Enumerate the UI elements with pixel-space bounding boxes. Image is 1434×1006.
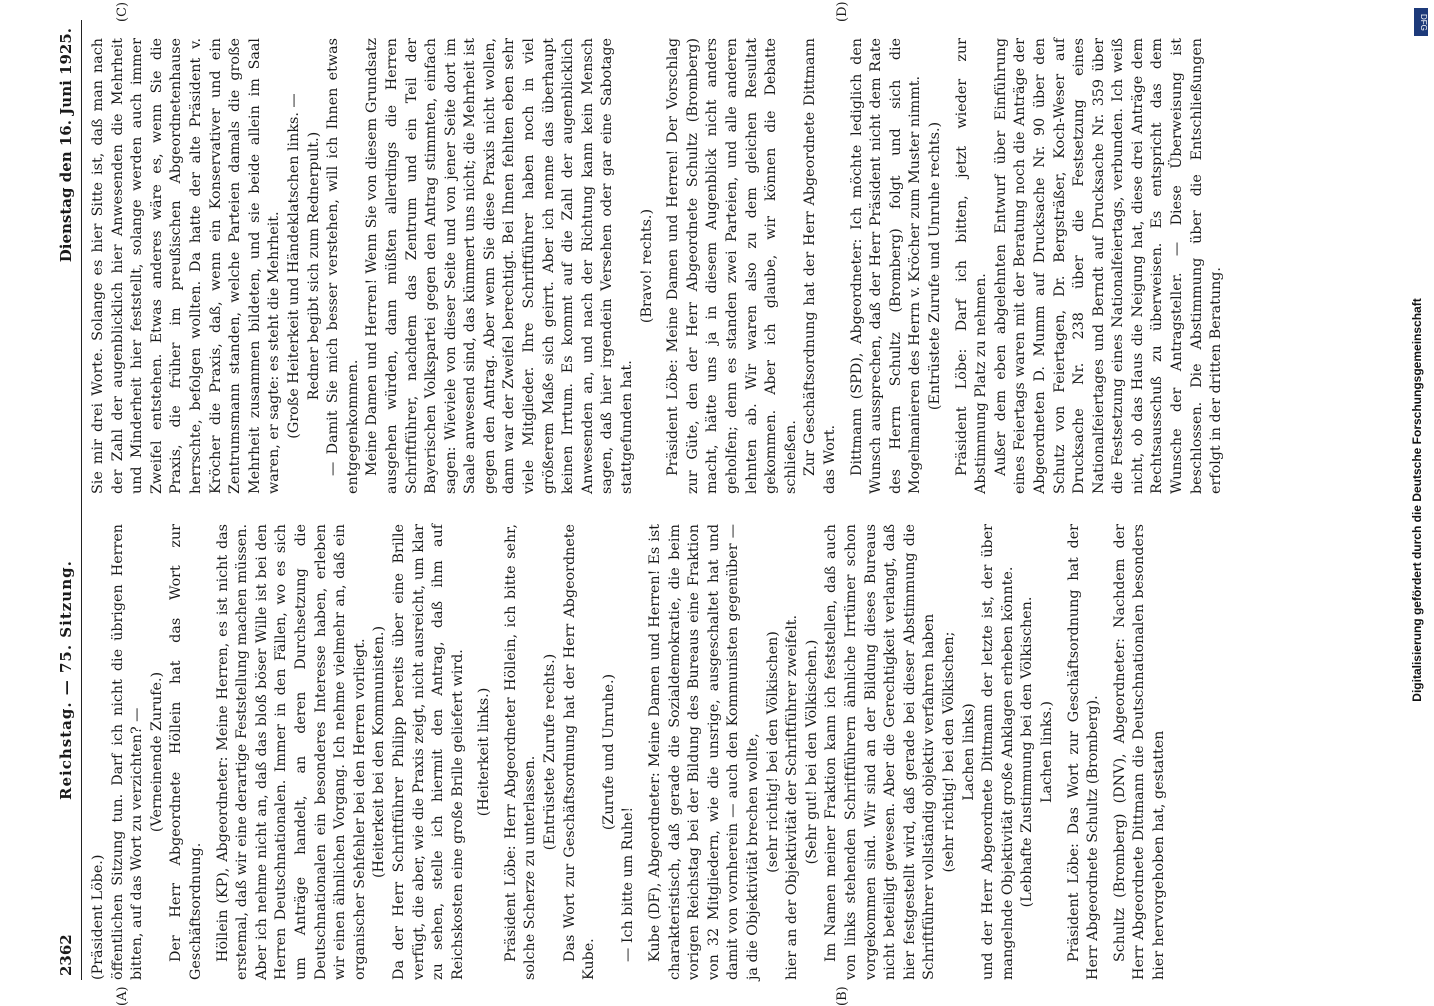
paragraph: Das Wort zur Geschäftsordnung hat der Herr Abgeordnete Kube. <box>561 524 598 980</box>
paragraph: Höllein (KP), Abgeordneter: Meine Herren, es ist nicht das erstemal, daß wir eine derartige Feststellung machen müssen. Aber ich nehme nicht an, daß das bloß böser Wille ist bei den Herren Deutschnationalen. Immer in den Fällen, wo es sich um Anträge handelt, an deren Durchsetzung die Deutschnationalen ein besonderes Interesse haben, erleben wir einen ähnlichen Vorgang. Ich nehme vielmehr an, daß ein organischer Sehfehler bei den Herren vorliegt. <box>214 524 368 980</box>
paragraph: Da der Herr Schriftführer Philipp bereits über eine Brille verfügt, die aber, wie die Praxis zeigt, nicht ausreicht, um klar zu sehen, stelle ich hiermit den Antrag, daß ihm auf Reichskosten eine große Brille geliefert wird. <box>390 524 466 980</box>
paragraph: (Verneinende Zurufe.) <box>148 671 165 833</box>
digitization-sidebar <box>1402 0 1432 1000</box>
header-right-date: Dienstag den 16. Juni 1925. <box>57 28 75 263</box>
scanned-page <box>10 1 1400 1006</box>
paragraph: Zur Geschäftsordnung hat der Herr Abgeordnete Dittmann das Wort. <box>802 38 838 494</box>
right-text-column <box>89 38 1227 494</box>
paragraph: Im Namen meiner Fraktion kann ich feststellen, daß auch von links stehenden Schriftführern ähnliche Irrtümer schon vorgekommen sind. Wir sind an der Bildung dieses Bureaus nicht beteiligt gewesen. Aber die Gerechtigkeit verlangt, daß hier festgestellt wird, daß gerade bei dieser Abstimmung die Schriftführer vollständig objektiv verfahren haben <box>823 524 938 980</box>
left-text-column <box>89 524 1169 980</box>
page-number: 2362 <box>57 934 75 976</box>
paragraph: Sie mir drei Worte. Solange es hier Sitte ist, daß man nach der Zahl der augenblicklich hier Anwesenden die Mehrheit und Minderheit hier feststellt, solange werden auch immer Zweifel entstehen. Etwas anderes wäre es, wenn Sie die Praxis, die früher im preußischen Abgeordnetenhause herrschte, befolgen wollten. Da hatte der alte Präsident v. Kröcher die Praxis, daß, wenn ein Konservativer und ein Zentrumsmann standen, welche Parteien damals die große Mehrheit zusammen bildeten, und sie beide allein im Saal waren, er sagte: es steht die Mehrheit. <box>90 38 283 494</box>
paragraph: (Entrüstete Zurufe rechts.) <box>542 653 559 851</box>
paragraph: Lachen links) <box>960 703 977 801</box>
paragraph: öffentlichen Sitzung tun. Darf ich nicht die übrigen Herren bitten, auf das Wort zu verzichten? — <box>109 524 146 980</box>
paragraph: Präsident Löbe: Herr Abgeordneter Höllein, ich bitte sehr, solche Scherze zu unterlassen. <box>502 524 539 980</box>
margin-mark-a: (A) <box>115 986 130 1006</box>
paragraph: Kube (DF), Abgeordneter: Meine Damen und Herren! Es ist charakteristisch, daß gerade die Sozialdemokratie, die beim vorigen Reichstag bei der Bildung des Bureaus eine Fraktion von 32 Mitgliedern, wie die unsrige, ausgeschaltet hat und damit von vornherein — auch den Kommunisten gegenüber — ja die Objektivität brechen wollte, <box>647 524 761 980</box>
paragraph: (Lebhafte Zustimmung bei den Völkischen. <box>1019 596 1036 908</box>
paragraph: und der Herr Abgeordnete Dittmann der letzte ist, der über mangelnde Objektivität große Anklagen erheben könnte. <box>980 524 1016 980</box>
paragraph: hier an der Objektivität der Schriftführer zweifelt. <box>784 614 801 980</box>
header-left-title: Reichstag. — 75. Sitzung. <box>57 560 75 800</box>
paragraph: (Sehr gut! bei den Völkischen.) <box>803 639 820 865</box>
paragraph: Präsident Löbe: Das Wort zur Geschäftsordnung hat der Herr Abgeordnete Schultz (Bromberg). <box>1065 524 1102 980</box>
paragraph: Präsident Löbe: Meine Damen und Herren! Der Vorschlag zur Güte, den der Herr Abgeordnete Schultz (Bromberg) macht, hätte uns ja in diesem Augenblick nicht anders geholfen; denn es standen zwei Parteien, und alle anderen lehnten ab. Wir waren also zu dem gleichen Resultat gekommen. Aber ich glaube, wir können die Debatte schließen. <box>665 38 799 494</box>
paragraph: — Damit Sie mich besser verstehen, will ich Ihnen etwas entgegenkommen. <box>325 38 361 494</box>
paragraph: Lachen links.) <box>1038 701 1055 803</box>
paragraph: Schultz (Bromberg) (DNV), Abgeordneter: Nachdem der Herr Abgeordnete Dittmann die Deutschnationalen besonders hier hervorgehoben hat, gestatten <box>1111 524 1167 980</box>
paragraph: (Präsident Löbe.) <box>90 854 106 980</box>
paragraph: Präsident Löbe: Darf ich bitten, jetzt wieder zur Abstimmung Platz zu nehmen. <box>953 38 990 494</box>
rotated-page <box>55 1 1355 1006</box>
paragraph: (sehr richtig! bei den Völkischen) <box>764 631 781 873</box>
paragraph: (Entrüstete Zurufe und Unruhe rechts.) <box>926 121 943 411</box>
margin-mark-c: (C) <box>115 1 130 22</box>
paragraph: Redner begibt sich zum Rednerpult.) <box>305 131 322 401</box>
paragraph: (Bravo! rechts.) <box>638 208 655 324</box>
paragraph: Der Herr Abgeordnete Höllein hat das Wort zur Geschäftsordnung. <box>168 524 204 980</box>
paragraph: — Ich bitte um Ruhe! <box>620 806 637 962</box>
margin-mark-d: (D) <box>835 1 850 22</box>
digitization-note: Digitalisierung gefördert durch die Deutsche Forschungsgemeinschaft <box>1410 298 1424 702</box>
paragraph: (Heiterkeit bei den Kommunisten.) <box>371 625 388 879</box>
paragraph: (sehr richtig! bei den Völkischen; <box>940 631 957 873</box>
paragraph: Dittmann (SPD), Abgeordneter: Ich möchte lediglich den Wunsch aussprechen, daß der Herr Präsident nicht dem Rate des Herrn Schultz (Bromberg) folgt und sich die Mogelmanieren des Herrn v. Kröcher zum Muster nimmt. <box>848 38 924 494</box>
paragraph: (Heiterkeit links.) <box>476 687 493 817</box>
paragraph: Meine Damen und Herren! Wenn Sie von diesem Grundsatz ausgehen würden, dann müßten allerdings die Herren Schriftführer, nachdem das Zentrum und ein Teil der Bayerischen Volkspartei gegen den Antrag stimmten, einfach sagen: Wieviele von dieser Seite und von jener Seite dort im Saale anwesend sind, das kümmert uns nicht; die Mehrheit ist gegen den Antrag. Aber wenn Sie diese Praxis nicht wollen, dann war der Zweifel berechtigt. Bei Ihnen fehlten eben sehr viele Mitglieder. Ihre Schriftführer haben noch in viel größerem Maße sich geirrt. Aber ich nenne das überhaupt keinen Irrtum. Es kommt auf die Zahl der augenblicklich Anwesenden an, und nach der Richtung kann kein Mensch sagen, daß hier irgendein Versehen oder gar eine Sabotage stattgefunden hat. <box>364 38 636 494</box>
dfg-logo: DFG <box>1414 8 1428 36</box>
margin-mark-b: (B) <box>835 986 850 1006</box>
running-header <box>55 20 82 980</box>
paragraph: (Große Heiterkeit und Händeklatschen links. — <box>285 93 302 439</box>
paragraph: Außer dem eben abgelehnten Entwurf über Einführung eines Feiertags waren mit der Beratung noch die Anträge der Abgeordneten D. Mumm auf Drucksache Nr. 90 über den Schutz von Feiertagen, Dr. Bergsträßer, Koch-Weser auf Drucksache Nr. 238 über die Festsetzung eines Nationalfeiertages und Berndt auf Drucksache Nr. 359 über die Festsetzung eines Nationalfeiertags, verbunden. Ich weiß nicht, ob das Haus die Neigung hat, diese drei Anträge dem Rechtsausschuß zu überweisen. Es entspricht das dem Wunsche der Antragsteller. — Diese Überweisung ist beschlossen. Die Abstimmung über die Entschließungen erfolgt in der dritten Beratung. <box>992 38 1225 494</box>
paragraph: (Zurufe und Unruhe.) <box>600 673 617 831</box>
